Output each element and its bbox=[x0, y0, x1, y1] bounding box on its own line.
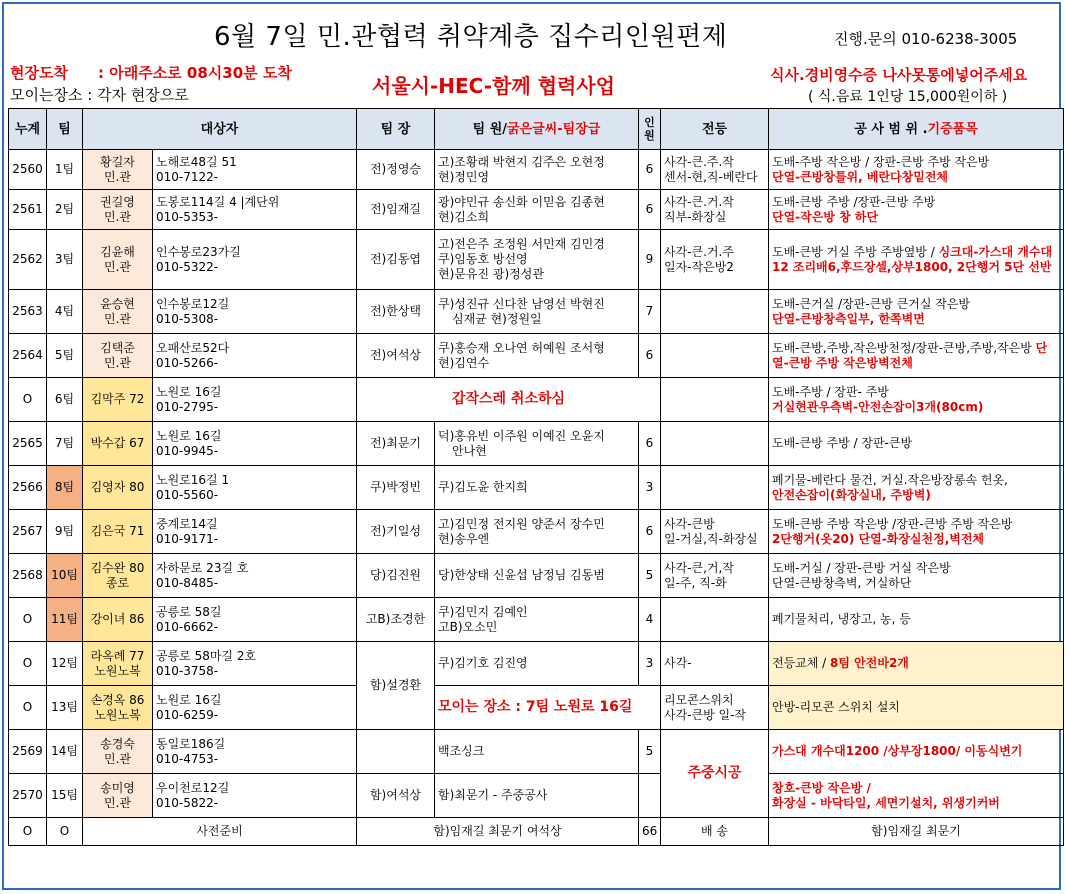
leader-cell bbox=[357, 730, 435, 774]
team-cell: 9팀 bbox=[47, 510, 83, 554]
seq-cell: O bbox=[9, 686, 47, 730]
table-row bbox=[9, 686, 1064, 730]
table-row bbox=[9, 466, 1064, 510]
footer-team: O bbox=[47, 818, 83, 846]
table-row bbox=[9, 730, 1064, 774]
target-address: 우이천로12길 010-5822- bbox=[153, 774, 357, 818]
meal-note: ( 식.음료 1인당 15,000원이하 ) bbox=[808, 89, 1008, 105]
scope-cell bbox=[769, 334, 1064, 378]
members-line: 쿠)임동호 방선영 bbox=[438, 252, 528, 266]
team-cell: 11팀 bbox=[47, 598, 83, 642]
target-address: 노원로 16길 010-6259- bbox=[153, 686, 357, 730]
scope-text: 폐기물-베란다 물건, 거실.작은방장롱속 헌옷, bbox=[772, 472, 1008, 487]
members-line: 고)조황래 박현지 김주은 오현정 bbox=[438, 154, 605, 169]
seq-cell: 2561 bbox=[9, 190, 47, 230]
members-line: 백조싱크 bbox=[438, 744, 485, 758]
seq-cell: 2569 bbox=[9, 730, 47, 774]
members-cell bbox=[435, 642, 639, 686]
members-line: 당)한상태 신윤섭 남정님 김동범 bbox=[438, 568, 605, 582]
members-line: 현)문유진 광)정성관 bbox=[438, 267, 544, 281]
table-row bbox=[9, 150, 1064, 190]
table-row bbox=[9, 554, 1064, 598]
seq-cell: 2565 bbox=[9, 422, 47, 466]
lights-cell: 리모콘스위치 사각-큰방 일-작 bbox=[661, 686, 769, 730]
col-lights: 전등 bbox=[661, 109, 769, 150]
footer-row bbox=[9, 818, 1064, 846]
seq-cell: 2564 bbox=[9, 334, 47, 378]
members-line: 현)정민영 bbox=[438, 169, 490, 184]
header-row bbox=[9, 109, 1064, 150]
footer-delivery-staff: 함)임재길 최문기 bbox=[769, 818, 1064, 846]
members-line: 현)김소희 bbox=[438, 209, 490, 224]
members-line: 쿠)김기호 김진영 bbox=[438, 656, 528, 670]
seq-cell: 2567 bbox=[9, 510, 47, 554]
scope-donation: 싱크대-가스대 개수대12 조리배6,후드장셀,상부1800, 2단행거 5단 선반 bbox=[772, 244, 1053, 274]
lights-cell: 사각-큰방 일-거실,직-화장실 bbox=[661, 510, 769, 554]
scope-cell: 안방-리모콘 스위치 설치 bbox=[769, 686, 1064, 730]
seq-cell: 2563 bbox=[9, 290, 47, 334]
members-cell bbox=[435, 598, 639, 642]
members-line: 고)김민정 전지원 양준서 장수민 bbox=[438, 516, 605, 531]
count-cell bbox=[639, 774, 661, 818]
members-cell bbox=[435, 422, 639, 466]
leader-cell: 전)여석상 bbox=[357, 334, 435, 378]
target-name: 강이녀 86 bbox=[83, 598, 153, 642]
seq-cell: O bbox=[9, 598, 47, 642]
count-cell: 3 bbox=[639, 466, 661, 510]
team-cell: 13팀 bbox=[47, 686, 83, 730]
target-name: 김영자 80 bbox=[83, 466, 153, 510]
count-cell: 6 bbox=[639, 190, 661, 230]
scope-text: 전등교체 / bbox=[772, 656, 831, 670]
seq-cell: 2560 bbox=[9, 150, 47, 190]
target-name: 김막주 72 bbox=[83, 378, 153, 422]
count-cell: 6 bbox=[639, 150, 661, 190]
lights-cell bbox=[661, 466, 769, 510]
target-name: 송미영 민.관 bbox=[83, 774, 153, 818]
scope-text: 도배-주방 / 장판- 주방 bbox=[772, 384, 889, 399]
team-cell: 6팀 bbox=[47, 378, 83, 422]
scope-donation: 단열-큰방 주방 작은방벽전체 bbox=[772, 340, 1048, 370]
scope-donation: 8팀 안전바2개 bbox=[830, 656, 909, 670]
col-scope bbox=[769, 109, 1064, 150]
footer-delivery: 배 송 bbox=[661, 818, 769, 846]
members-line: 고B)오소민 bbox=[438, 619, 498, 634]
table-row bbox=[9, 642, 1064, 686]
target-name: 김택준 민.관 bbox=[83, 334, 153, 378]
col-scope-label: 공 사 범 위 . bbox=[854, 121, 928, 137]
scope-donation: 거실현관우측벽-안전손잡이3개(80cm) bbox=[772, 399, 984, 414]
scope-text: 도배-큰방 거실 주방 주방옆방 / bbox=[772, 244, 939, 259]
scope-text: 도배-큰방 주방 작은방 /장판-큰방 주방 작은방 bbox=[772, 516, 1013, 531]
seq-cell: O bbox=[9, 642, 47, 686]
members-line: 현)김연수 bbox=[438, 355, 490, 370]
receipt-note: 식사.경비영수증 나사못통에넣어주세요 bbox=[770, 66, 1028, 84]
members-line: 심재균 현)정원일 bbox=[452, 311, 542, 326]
leader-cell: 전)한상택 bbox=[357, 290, 435, 334]
members-cell bbox=[435, 334, 639, 378]
count-cell: 3 bbox=[639, 642, 661, 686]
lights-cell bbox=[661, 378, 769, 422]
lights-cell: 사각-큰.거.작 직부-화장실 bbox=[661, 190, 769, 230]
members-cell bbox=[435, 190, 639, 230]
target-address: 중계로14길 010-9171- bbox=[153, 510, 357, 554]
leader-cell: 전)정영승 bbox=[357, 150, 435, 190]
team-cell: 2팀 bbox=[47, 190, 83, 230]
scope-donation: 창호-큰방 작은방 / 화장실 - 바닥타일, 세면기설치, 위생기커버 bbox=[769, 774, 1064, 818]
target-name: 황길자 민.관 bbox=[83, 150, 153, 190]
scope-cell bbox=[769, 150, 1064, 190]
target-name: 김윤해 민.관 bbox=[83, 230, 153, 290]
table-row bbox=[9, 230, 1064, 290]
target-name: 김수완 80 종로 bbox=[83, 554, 153, 598]
table-row bbox=[9, 422, 1064, 466]
members-line: 쿠)김민지 김예인 bbox=[438, 604, 528, 619]
scope-donation: 단열-큰방창틀위, 베란다창밑전체 bbox=[772, 169, 949, 184]
table-row bbox=[9, 190, 1064, 230]
count-cell: 7 bbox=[639, 290, 661, 334]
col-count: 인원 bbox=[639, 109, 661, 150]
leader-cell: 함)설경환 bbox=[357, 642, 435, 730]
scope-cell bbox=[769, 230, 1064, 290]
scope-donation: 가스대 개수대1200 /상부장1800/ 이동식변기 bbox=[769, 730, 1064, 774]
members-line: 쿠)성진규 신다찬 남영선 박현진 bbox=[438, 296, 605, 311]
members-line: 덕)홍유빈 이주원 이예진 오윤지 bbox=[438, 428, 605, 443]
footer-count: 66 bbox=[639, 818, 661, 846]
members-cell bbox=[435, 290, 639, 334]
members-line: 광)야민규 송신화 이믿음 김종현 bbox=[438, 194, 605, 209]
lights-cell: 사각-큰.주.작 센서-현,직-베란다 bbox=[661, 150, 769, 190]
leader-cell: 당)김진원 bbox=[357, 554, 435, 598]
count-cell: 6 bbox=[639, 334, 661, 378]
scope-cell bbox=[769, 290, 1064, 334]
lights-cell bbox=[661, 290, 769, 334]
col-members-label: 팀 원/ bbox=[472, 121, 508, 137]
team-cell: 8팀 bbox=[47, 466, 83, 510]
table-row bbox=[9, 334, 1064, 378]
target-address: 오패산로52다 010-5266- bbox=[153, 334, 357, 378]
seq-cell: 2562 bbox=[9, 230, 47, 290]
lights-cell: 사각- bbox=[661, 642, 769, 686]
col-scope-note: 기증품목 bbox=[927, 121, 978, 137]
arrival-text: : 아래주소로 08시30분 도착 bbox=[98, 64, 292, 82]
team-cell: 12팀 bbox=[47, 642, 83, 686]
scope-donation: 단열-큰방창측일부, 한쪽벽면 bbox=[772, 311, 925, 326]
table-row bbox=[9, 510, 1064, 554]
leader-cell: 전)기일성 bbox=[357, 510, 435, 554]
target-address: 노원로 16길 010-2795- bbox=[153, 378, 357, 422]
team-cell: 15팀 bbox=[47, 774, 83, 818]
scope-text: 도배-큰거실 /장판-큰방 큰거실 작은방 bbox=[772, 296, 971, 311]
members-cell bbox=[435, 730, 639, 774]
col-members-note: 굵은글씨-팀장급 bbox=[507, 121, 601, 137]
target-name: 윤승현 민.관 bbox=[83, 290, 153, 334]
seq-cell: 2566 bbox=[9, 466, 47, 510]
count-cell: 5 bbox=[639, 730, 661, 774]
target-address: 공릉로 58마길 2호 010-3758- bbox=[153, 642, 357, 686]
lights-cell bbox=[661, 598, 769, 642]
count-cell: 6 bbox=[639, 510, 661, 554]
table-row bbox=[9, 378, 1064, 422]
members-cell bbox=[435, 510, 639, 554]
leader-cell: 전)임재길 bbox=[357, 190, 435, 230]
target-address: 공릉로 58길 010-6662- bbox=[153, 598, 357, 642]
seq-cell: 2568 bbox=[9, 554, 47, 598]
count-cell: 6 bbox=[639, 422, 661, 466]
members-cell bbox=[435, 774, 639, 818]
scope-cell bbox=[769, 466, 1064, 510]
team-cell: 5팀 bbox=[47, 334, 83, 378]
members-line: 쿠)김도윤 한지희 bbox=[438, 480, 528, 494]
table-row bbox=[9, 290, 1064, 334]
target-address: 도봉로114길 4 |계단위 010-5353- bbox=[153, 190, 357, 230]
target-name: 라옥례 77 노원노복 bbox=[83, 642, 153, 686]
scope-cell bbox=[769, 190, 1064, 230]
count-cell: 4 bbox=[639, 598, 661, 642]
target-name: 권길영 민.관 bbox=[83, 190, 153, 230]
target-name: 김은국 71 bbox=[83, 510, 153, 554]
target-address: 인수봉로23가길 010-5322- bbox=[153, 230, 357, 290]
target-address: 자하문로 23길 호 010-8485- bbox=[153, 554, 357, 598]
target-address: 동일로186길 010-4753- bbox=[153, 730, 357, 774]
leader-cell: 함)여석상 bbox=[357, 774, 435, 818]
leader-cell: 전)최문기 bbox=[357, 422, 435, 466]
team-cell: 7팀 bbox=[47, 422, 83, 466]
scope-donation: 2단행거(옷20) 단열-화장실천정,벽전체 bbox=[772, 531, 985, 546]
scope-cell bbox=[769, 422, 1064, 466]
members-cell bbox=[435, 554, 639, 598]
target-name: 손경옥 86 노원노복 bbox=[83, 686, 153, 730]
footer-seq: O bbox=[9, 818, 47, 846]
footer-prep: 사전준비 bbox=[83, 818, 357, 846]
members-line: 쿠)홍승재 오나연 허예원 조서형 bbox=[438, 340, 605, 355]
scope-text: 도배-큰방 주방 /장판-큰방 주방 bbox=[772, 194, 936, 209]
assignment-table bbox=[8, 108, 1064, 846]
team-cell: 4팀 bbox=[47, 290, 83, 334]
lights-cell: 사각-큰.거.주 일자-작은방2 bbox=[661, 230, 769, 290]
scope-cell: 도배-거실 / 장판-큰방 거실 작은방 단열-큰방창측벽, 거실하단 bbox=[769, 554, 1064, 598]
scope-text: 도배-큰방 주방 / 장판-큰방 bbox=[772, 436, 913, 450]
team-cell: 1팀 bbox=[47, 150, 83, 190]
scope-donation: 안전손잡이(화장실내, 주방벽) bbox=[772, 487, 931, 502]
team-cell: 14팀 bbox=[47, 730, 83, 774]
page-title: 6월 7일 민.관협력 취약계층 집수리인원편제 bbox=[214, 22, 728, 52]
col-target: 대상자 bbox=[83, 109, 357, 150]
members-line: 안나현 bbox=[452, 443, 487, 458]
contact-info: 진행.문의 010-6238-3005 bbox=[834, 30, 1018, 48]
lights-cell: 사각-큰,거,작 일-주, 직-화 bbox=[661, 554, 769, 598]
lights-cell bbox=[661, 422, 769, 466]
project-name: 서울시-HEC-함께 협력사업 bbox=[372, 74, 615, 98]
members-line: 현)송우엔 bbox=[438, 531, 490, 546]
members-cell bbox=[435, 230, 639, 290]
members-cell bbox=[435, 150, 639, 190]
seq-cell: 2570 bbox=[9, 774, 47, 818]
cancel-notice: 갑작스레 취소하심 bbox=[357, 378, 661, 422]
meeting-place-notice: 모이는 장소 : 7팀 노원로 16길 bbox=[435, 686, 661, 730]
col-team: 팀 bbox=[47, 109, 83, 150]
target-address: 노원로 16길 010-9945- bbox=[153, 422, 357, 466]
count-cell: 5 bbox=[639, 554, 661, 598]
arrival-label: 현장도착 bbox=[10, 64, 68, 82]
col-seq: 누계 bbox=[9, 109, 47, 150]
count-cell: 9 bbox=[639, 230, 661, 290]
target-address: 노해로48길 51 010-7122- bbox=[153, 150, 357, 190]
members-line: 고)전은주 조정원 서민재 김민경 bbox=[438, 237, 605, 251]
scope-cell bbox=[769, 378, 1064, 422]
col-members bbox=[435, 109, 639, 150]
target-address: 노원로16길 1 010-5560- bbox=[153, 466, 357, 510]
target-name: 송경숙 민.관 bbox=[83, 730, 153, 774]
scope-donation: 단열-작은방 창 하단 bbox=[772, 209, 879, 224]
team-cell: 10팀 bbox=[47, 554, 83, 598]
scope-cell bbox=[769, 510, 1064, 554]
construction-note: 주중시공 bbox=[661, 730, 769, 818]
leader-cell: 전)김동엽 bbox=[357, 230, 435, 290]
lights-cell bbox=[661, 334, 769, 378]
scope-cell bbox=[769, 642, 1064, 686]
scope-text: 도배-큰방,주방,작은방천정/장판-큰방,주방,작은방 bbox=[772, 340, 1036, 355]
footer-staff: 함)임재길 최문기 여석상 bbox=[357, 818, 639, 846]
meeting-place: 모이는장소 : 각자 현장으로 bbox=[10, 86, 189, 104]
target-name: 박수갑 67 bbox=[83, 422, 153, 466]
scope-text: 도배-주방 작은방 / 장판-큰방 주방 작은방 bbox=[772, 154, 990, 169]
worksheet bbox=[2, 2, 1061, 890]
table-row bbox=[9, 598, 1064, 642]
members-cell bbox=[435, 466, 639, 510]
members-line: 함)최문기 - 주중공사 bbox=[438, 788, 548, 802]
table-row bbox=[9, 774, 1064, 818]
leader-cell: 고B)조경한 bbox=[357, 598, 435, 642]
col-leader: 팀 장 bbox=[357, 109, 435, 150]
leader-cell: 쿠)박정빈 bbox=[357, 466, 435, 510]
target-address: 인수봉로12길 010-5308- bbox=[153, 290, 357, 334]
scope-cell: 폐기물처리, 냉장고, 농, 등 bbox=[769, 598, 1064, 642]
seq-cell: O bbox=[9, 378, 47, 422]
team-cell: 3팀 bbox=[47, 230, 83, 290]
